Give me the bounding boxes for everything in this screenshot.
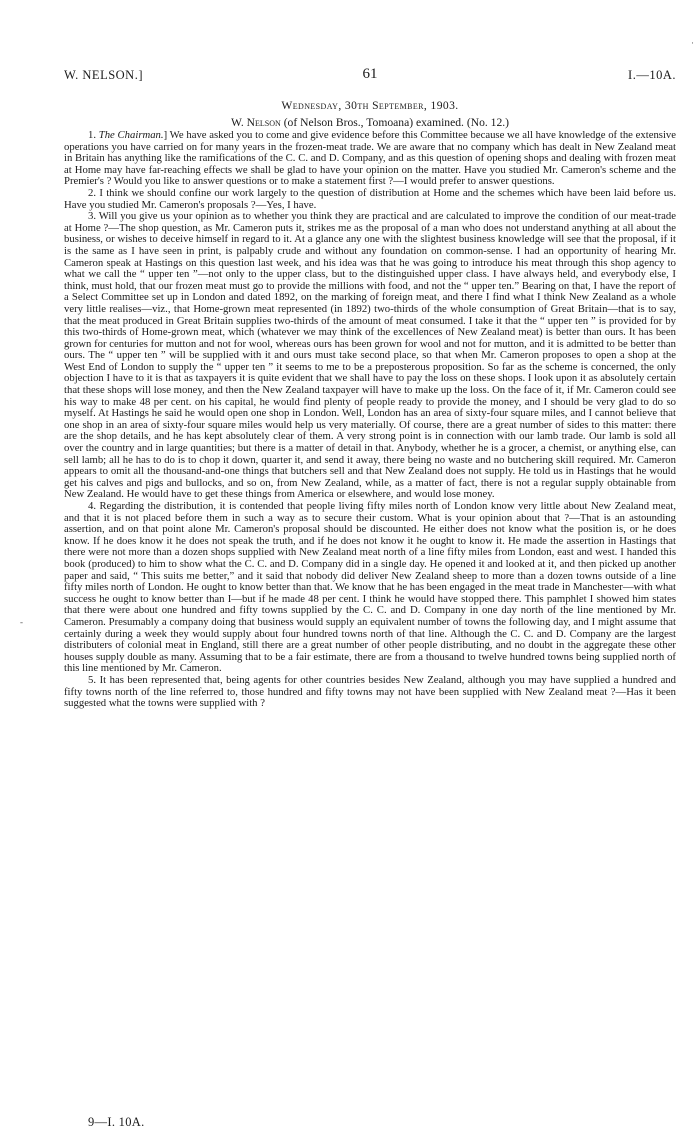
corner-mark: ·: [691, 38, 694, 48]
header-witness: W. NELSON.]: [64, 68, 143, 82]
margin-mark: -: [20, 617, 23, 627]
paragraph-number: 2.: [88, 186, 100, 199]
date-line: Wednesday, 30th September, 1903.: [281, 99, 459, 112]
paragraph-text: I think we should confine our work largely to the question of distribution at Home and the schemes which have been laid before us. Have you studied Mr. Cameron's proposals ?—Yes, I have.: [64, 186, 676, 211]
header-paper-ref: I.—10A.: [628, 68, 676, 82]
page-number: 61: [362, 66, 378, 82]
evidence-body: [64, 130, 676, 710]
running-header: [64, 68, 676, 84]
witness-line: [64, 116, 676, 129]
paragraph-3: [64, 211, 676, 501]
paragraph-1: [64, 130, 676, 188]
paragraph-text: Will you give us your opinion as to whether you think they are practical and are calculated to improve the condition of our meat-trade at Home ?—The shop question, as Mr. Cameron puts it, strikes me as the proposal of a man who does not understand anything at all about the business, or wishes to deceive himself in regard to it. At a glance any one with the slightest business knowledge will see that the proposal, if it is the same as I have seen in print, is palpably crude and without any foundation on common-sense. I had an opportunity of hearing Mr. Cameron speak at Hastings on this question last week, and his idea was that he was going to introduce his meat through this shop agency to what we call the “ upper ten ”—not only to the upper class, but to the distinguished upper class. I have always held, and everybody else, I think, must hold, that our frozen meat must go to provide the millions with food, and not the “ upper ten.” Bearing on that, I have the report of a Select Committee set up in London and dated 1892, on the marking of foreign meat, and there I find what I think New Zealand as a whole very little realises—viz., that Home-grown meat represented (in 1892) two-thirds of the whole consumption of Great Britain—that is to say, that the meat produced in Great Britain supplies two-thirds of the amount of meat consumed. I take it that the “ upper ten ” is provided for by this two-thirds of Home-grown meat, which (whatever we may think of the excellences of New Zealand meat) is better than ours. It has been grown for centuries for mutton and not for wool, whereas ours has been grown for wool and not for mutton, and it is admitted to be better than ours. The “ upper ten ” will be supplied with it and ours must take second place, so that when Mr. Cameron proposes to open a shop at the West End of London to supply the “ upper ten ” it seems to me to be a preposterous proposition. So far as the scheme is concerned, the only objection I have to it is that as taxpayers it is quite evident that we shall have to pay the loss on these shops. I look upon it as absolutely certain that these shops will lose money, and then the New Zealand taxpayer will have to make up the loss. On the face of it, if Mr. Cameron could see his way to make 48 per cent. on his capital, he would find plenty of people ready to provide the money, and I should be very glad to do so myself. At Hastings he said he would open one shop in London. Well, London has an area of sixty-four square miles, and I cannot believe that one shop in an area of sixty-four square miles would help us very materially. Of course, there are a great number of sides to this matter: there are the shop details, and he has kept absolutely clear of them. A very strong point is in connection with our lamb trade. Our lamb is sold all over the country and in large quantities; but there is a matter of detail in that. Anybody, whether he is a grocer, a chemist, or anything else, can sell lamb; all he has to do is to chop it down, quarter it, and send it away, there being no waste and no butchering skill required. Mr. Cameron appears to omit all the thousand-and-one things that butchers sell and that New Zealand does not supply. He told us in Hastings that he would get his calves and pigs and bullocks, and so on, from New Zealand, while, as a matter of fact, there is not a regular supply obtainable from New Zealand. He would have to get these things from America or elsewhere, and would lose money.: [64, 210, 677, 501]
paragraph-text: ] We have asked you to come and give evidence before this Committee because we all have knowledge of the extensive operations you have carried on for many years in the frozen-meat trade. We are aware that no company which has dealt in New Zealand meat in Britain has anything like the ramifications of the C. C. and D. Company, and as this question of opening shops and dealing with frozen meat at Home may have far-reaching effects we shall be glad to have your opinion on the matter. Have you studied Mr. Cameron's scheme and the Premier's ? Would you like to answer questions or to make a statement first ?—I would prefer to answer questions.: [64, 129, 677, 188]
paragraph-text: Regarding the distribution, it is contended that people living fifty miles north of London know very little about New Zealand meat, and that it is not placed before them in such a way as to secure their custom. What is your opinion about that ?—That is an astounding assertion, and on that point alone Mr. Cameron's proposal should be discounted. He either does not know what the position is, or he does know. If he does know it he does not speak the truth, and if he does not know it he ought to know it. He made the assertion in Hastings that there were not more than a dozen shops supplied with New Zealand meat north of a line fifty miles from London, east and west. I handed this book (produced) to him to show what the C. C. and D. Company did in a single day. He opened it and looked at it, and then picked up another paper and said, “ This suits me better,” and it said that nobody did deliver New Zealand sheep to more than a dozen towns outside of a line fifty miles north of London. He ought to know better than that. We know that he has been engaged in the meat trade in Manchester—with what success he ought to know better than I—but if he made 48 per cent. I think he would have stopped there. This pamphlet I showed him states that there were about one hundred and fifty towns supplied by the C. C. and D. Company in one day north of the line mentioned by Mr. Cameron. Presumably a company doing that business would supply an equivalent number of towns the following day, and I might assume that certainly during a week they would supply about four hundred towns north of that line. Although the C. C. and D. Company are the largest distributers of colonial meat in England, still there are a great number of other people distributing, and no doubt in the aggregate these other houses supply double as many. Assuming that to be a fair estimate, there are from a thousand to twelve hundred towns being supplied north of this line mentioned by Mr. Cameron.: [64, 500, 676, 675]
paragraph-number: 3.: [88, 210, 99, 223]
witness-description: (of Nelson Bros., Tomoana) examined. (No. 12.): [280, 116, 510, 129]
paragraph-2: [64, 188, 676, 211]
paragraph-number: 4.: [88, 500, 100, 512]
paragraph-4: [64, 501, 676, 675]
speaker-name: The Chairman.: [98, 129, 164, 141]
paragraph-number: 1.: [88, 129, 99, 141]
paragraph-text: It has been represented that, being agents for other countries besides New Zealand, although you may have supplied a hundred and fifty towns north of the line referred to, those hundred and fifty towns may not have been supplied with New Zealand meat ?—Has it been suggested what the towns were supplied with ?: [64, 673, 677, 710]
witness-name: W. Nelson: [230, 116, 281, 129]
signature-footer: 9—I. 10A.: [88, 1115, 145, 1129]
paragraph-number: 5.: [88, 673, 100, 686]
paragraph-5: [64, 675, 676, 710]
